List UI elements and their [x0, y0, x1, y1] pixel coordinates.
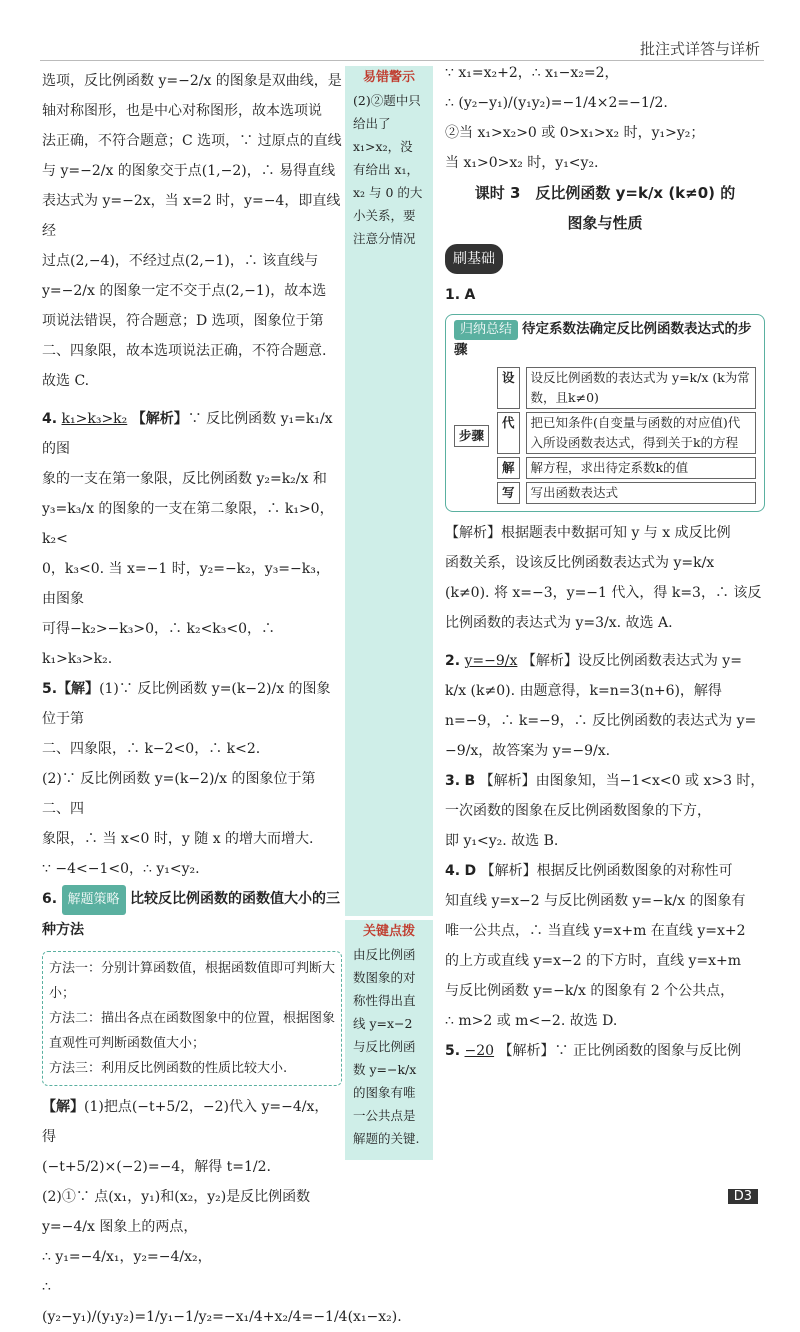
text-line: 一次函数的图象在反比例函数图象的下方， [445, 803, 711, 819]
strategy-box [42, 951, 342, 1086]
intro-block [42, 66, 342, 396]
text-line: 函数关系，设该反比例函数表达式为 y=k/x [445, 555, 715, 571]
text-line: ∵ x₁=x₂+2，∴ x₁−x₂=2， [445, 65, 619, 81]
question-head [42, 404, 342, 464]
strategy-method: 方法一：分别计算函数值，根据函数值即可判断大小； [49, 961, 336, 1001]
side-note-key-point [345, 920, 433, 1160]
text-line: (k≠0). 将 x=−3，y=−1 代入，得 k=3，∴ 该反 [445, 585, 762, 601]
page-header: 批注式详答与详析 [639, 40, 760, 58]
answer: k₁>k₃>k₂ [61, 411, 128, 427]
text-line: 二、四象限，∴ k−2<0，∴ k<2. [42, 741, 261, 757]
strategy-badge: 解题策略 [62, 885, 126, 915]
question-head [42, 884, 342, 945]
question-number: 4. [445, 863, 461, 879]
page-number: D3 [728, 1189, 758, 1204]
text-line: 知直线 y=x−2 与反比例函数 y=−k/x 的图象有 [445, 893, 746, 909]
text-line: 选项，反比例函数 y=−2/x 的图象是双曲线，是 [42, 73, 342, 89]
step-key: 解 [497, 457, 520, 479]
text-line: 唯一公共点，∴ 当直线 y=x+m 在直线 y=x+2 [445, 923, 746, 939]
step-row [497, 412, 756, 454]
side-note-title: 关键点拨 [362, 924, 415, 939]
text-line: 0，k₃<0. 当 x=−1 时，y₂=−k₂，y₃=−k₃，由图象 [42, 561, 330, 607]
side-note-text: (2)②题中只给出了 x₁>x₂，没有给出 x₁，x₂ 与 0 的大小关系，要注意分情况 [353, 93, 423, 246]
text-line: ②当 x₁>x₂>0 或 0>x₁>x₂ 时，y₁>y₂； [445, 125, 705, 141]
text-line: 故选 C. [42, 373, 90, 389]
summary-title: 待定系数法确定反比例函数表达式的步骤 [454, 321, 752, 358]
question-number: 1. [445, 287, 461, 303]
text-line: y₃=k₃/x 的图象的一支在第二象限，∴ k₁>0，k₂< [42, 501, 334, 547]
text-line: 项说法错误，符合题意；D 选项，图象位于第 [42, 313, 324, 329]
question-head [42, 674, 342, 734]
step-key: 代 [497, 412, 520, 454]
answer: −20 [464, 1043, 495, 1059]
summary-box [445, 314, 765, 512]
side-note-text: 由反比例函数图象的对称性得出直线 y=x−2 与反比例函数 y=−k/x 的图象有唯一公共点是解题的关键. [353, 947, 420, 1146]
text-line: ∴ m>2 或 m<−2. 故选 D. [445, 1013, 618, 1029]
solution-tag: 【解】 [42, 1099, 84, 1115]
strategy-method: 方法三：利用反比例函数的性质比较大小. [49, 1061, 288, 1076]
question-number: 5. [42, 681, 58, 697]
question-number: 4. [42, 411, 58, 427]
steps-list [497, 364, 756, 507]
question-4 [42, 404, 342, 674]
answer: B [464, 773, 476, 789]
text-line: 与 y=−2/x 的图象交于点(1,−2)，∴ 易得直线 [42, 163, 336, 179]
step-row [497, 457, 756, 479]
side-note-error-warning [345, 66, 433, 246]
text-line: 比例函数的表达式为 y=3/x. 故选 A. [445, 615, 673, 631]
text-line: 【解析】∵ 正比例函数的图象与反比例 [498, 1043, 741, 1059]
text-line: 表达式为 y=−2x，当 x=2 时，y=−4，即直线经 [42, 193, 341, 239]
question-4-head [445, 856, 765, 886]
step-text: 把已知条件(自变量与函数的对应值)代入所设函数表达式，得到关于k的方程 [526, 412, 756, 454]
question-5 [42, 674, 342, 884]
text-line: ∵ 反比例函数 y₁=k₁/x 的图 [42, 411, 333, 457]
summary-head [454, 319, 756, 360]
answer: A [464, 287, 476, 303]
text-line: 法正确，不符合题意；C 选项，∵ 过原点的直线 [42, 133, 342, 149]
step-key: 设 [497, 367, 520, 409]
section-heading: 刷基础 [445, 244, 503, 274]
text-line: (2)①∵ 点(x₁，y₁)和(x₂，y₂)是反比例函数 [42, 1189, 311, 1205]
question-1-head [445, 280, 765, 310]
step-text: 解方程，求出待定系数k的值 [526, 457, 756, 479]
side-note-title: 易错警示 [362, 70, 415, 85]
text-line: 当 x₁>0>x₂ 时，y₁<y₂. [445, 155, 599, 171]
step-row [497, 482, 756, 504]
text-line [42, 1092, 342, 1152]
text-line: 可得−k₂>−k₃>0，∴ k₂<k₃<0，∴ k₁>k₃>k₂. [42, 621, 276, 667]
answer: y=−9/x [464, 653, 518, 669]
text-line: n=−9，∴ k=−9，∴ 反比例函数的表达式为 y= [445, 713, 757, 729]
text-line: 与反比例函数 y=−k/x 的图象有 2 个公共点， [445, 983, 735, 999]
text-line: 二、四象限，故本选项说法正确，不符合题意. [42, 343, 327, 359]
text-line: 象的一支在第一象限，反比例函数 y₂=k₂/x 和 [42, 471, 327, 487]
text-line: ∴ y₁=−4/x₁，y₂=−4/x₂， [42, 1249, 212, 1265]
question-2-head [445, 646, 765, 676]
text-line: 【解析】设反比例函数表达式为 y= [521, 653, 742, 669]
text-line: 过点(2,−4)，不经过点(2,−1)，∴ 该直线与 [42, 253, 319, 269]
text-line: y=−4/x 图象上的两点， [42, 1219, 198, 1235]
text-line: 【解析】根据题表中数据可知 y 与 x 成反比例 [445, 525, 731, 541]
question-5-head [445, 1036, 765, 1066]
text-line: 轴对称图形，也是中心对称图形，故本选项说 [42, 103, 322, 119]
answer: D [464, 863, 477, 879]
strategy-method: 方法二：描出各点在函数图象中的位置，根据图象直观性可判断函数值大小； [49, 1011, 336, 1051]
analysis-tag: 【解析】 [131, 411, 188, 427]
step-row [497, 367, 756, 409]
summary-badge: 归纳总结 [454, 320, 518, 340]
text-line: ∴ (y₂−y₁)/(y₁y₂)=1/y₁−1/y₂=−x₁/4+x₂/4=−1/4(x₁−x₂). [42, 1279, 402, 1325]
text-line: (1)∵ 反比例函数 y=(k−2)/x 的图象位于第 [42, 681, 331, 727]
text-line: 即 y₁<y₂. 故选 B. [445, 833, 559, 849]
question-3-head [445, 766, 765, 796]
steps-label: 步骤 [454, 425, 489, 447]
right-column [445, 58, 765, 1066]
lesson-title: 课时 3 反比例函数 y=k/x (k≠0) 的 [474, 184, 736, 202]
text-line: 【解析】由图象知，当−1<x<0 或 x>3 时， [479, 773, 765, 789]
steps-diagram [454, 364, 756, 507]
solution-tag: 【解】 [57, 681, 100, 697]
question-number: 3. [445, 773, 461, 789]
text-line: 象限，∴ 当 x<0 时，y 随 x 的增大而增大. [42, 831, 314, 847]
text-line: (1)把点(−t+5/2，−2)代入 y=−4/x，得 [42, 1099, 329, 1145]
lesson-subtitle: 图象与性质 [567, 214, 643, 232]
strategy-title: 比较反比例函数的函数值大小的三种方法 [42, 891, 340, 938]
text-line: −9/x，故答案为 y=−9/x. [445, 743, 611, 759]
text-line: y=−2/x 的图象一定不交于点(2,−1)，故本选 [42, 283, 327, 299]
text-line: k/x (k≠0). 由题意得，k=n=3(n+6)，解得 [445, 683, 722, 699]
question-number: 6. [42, 891, 58, 907]
text-line: (2)∵ 反比例函数 y=(k−2)/x 的图象位于第二、四 [42, 771, 316, 817]
text-line: 【解析】根据反比例函数图象的对称性可 [480, 863, 733, 879]
step-text: 写出函数表达式 [526, 482, 756, 504]
step-text: 设反比例函数的表达式为 y=k/x (k为常数，且k≠0) [526, 367, 756, 409]
question-number: 5. [445, 1043, 461, 1059]
text-line: ∴ (y₂−y₁)/(y₁y₂)=−1/4×2=−1/2. [445, 95, 668, 111]
text-line: ∵ −4<−1<0，∴ y₁<y₂. [42, 861, 200, 877]
text-line: (−t+5/2)×(−2)=−4，解得 t=1/2. [42, 1159, 271, 1175]
step-key: 写 [497, 482, 520, 504]
text-line: 的上方或直线 y=x−2 的下方时，直线 y=x+m [445, 953, 742, 969]
side-note-background [345, 246, 433, 916]
question-number: 2. [445, 653, 461, 669]
